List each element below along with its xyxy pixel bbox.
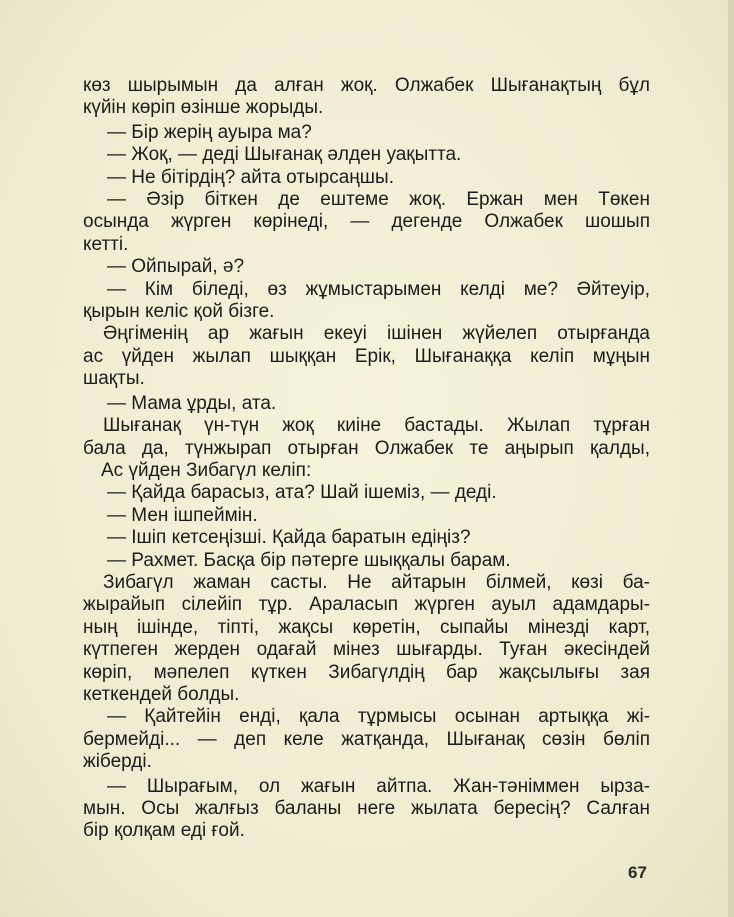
text-line: осында жүрген көрінеді, — дегенде Олжабек шошып <box>83 211 650 233</box>
body-text <box>83 75 650 843</box>
dialogue-line: — Қайда барасыз, ата? Шай ішеміз, — деді. <box>107 482 497 504</box>
dialogue-line: — Бір жерің ауыра ма? <box>107 121 312 143</box>
dialogue-line: — Ойпырай, ә? <box>107 256 245 278</box>
text-line: жырайып сілейіп тұр. Араласып жүрген ауыл адамдары- <box>83 594 650 616</box>
text-line: күтпеген жерден одағай мінез шығарды. Туған әкесіндей <box>83 639 650 661</box>
text-line: жіберді. <box>83 751 152 773</box>
text-line: ас үйден жылап шыққан Ерік, Шығанаққа келіп мұңын <box>83 345 650 367</box>
text-line: көріп, мәпелеп күткен Зибагүлдің бар жақсылығы зая <box>83 661 650 683</box>
paragraph-line: Шығанақ үн-түн жоқ киіне бастады. Жылап тұрған <box>103 415 650 437</box>
text-line: мын. Осы жалғыз баланы неге жылата бересің? Салған <box>83 798 650 819</box>
text-line: ның ішінде, тіпті, жақсы көретін, сыпайы мінезді карт, <box>83 616 650 638</box>
text-line: шақты. <box>83 368 145 390</box>
dialogue-line: — Мама ұрды, ата. <box>107 392 277 414</box>
page-edge <box>728 0 734 917</box>
page-number: 67 <box>628 863 647 882</box>
paragraph-line: Зибагүл жаман састы. Не айтарын білмей, көзі ба- <box>103 571 650 593</box>
dialogue-line: — Шырағым, ол жағын айтпа. Жан-тәніммен ырза- <box>107 775 650 797</box>
dialogue-line: — Ішіп кетсеңізші. Қайда баратын едіңіз? <box>107 527 471 549</box>
text-line: бір қолқам еді ғой. <box>83 820 245 842</box>
text-line: бермейді... — деп келе жатқанда, Шығанақ сөзін бөліп <box>83 728 650 750</box>
dialogue-line: — Қайтейін енді, қала тұрмысы осынан артыққа жі- <box>107 706 650 728</box>
text-line: көз шырымын да алған жоқ. Олжабек Шығанақтың бұл <box>83 75 650 96</box>
paragraph-line: Әңгіменің ар жағын екеуі ішінен жүйелеп отырғанда <box>103 323 650 345</box>
dialogue-line: — Рахмет. Басқа бір пәтерге шыққалы барам. <box>107 549 511 571</box>
dialogue-line: — Жоқ, — деді Шығанақ әлден уақытта. <box>107 144 462 166</box>
dialogue-line: — Мен ішпеймін. <box>107 504 258 526</box>
dialogue-line: — Әзір біткен де ештеме жоқ. Ержан мен Төкен <box>107 189 650 211</box>
text-line: күйін көріп өзінше жорыды. <box>83 97 324 119</box>
paragraph-line: Ас үйден Зибагүл келіп: <box>101 459 312 481</box>
text-line: бала да, түнжырап отырған Олжабек те аңырып қалды, <box>83 437 650 459</box>
text-line: кеткендей болды. <box>83 683 240 705</box>
text-line: кетті. <box>83 233 129 255</box>
dialogue-line: — Не бітірдің? айта отырсаңшы. <box>107 166 394 188</box>
dialogue-line: — Кім біледі, өз жұмыстарымен келді ме? Әйтеуір, <box>107 278 650 300</box>
text-line: қырын келіс қой бізге. <box>83 301 275 323</box>
